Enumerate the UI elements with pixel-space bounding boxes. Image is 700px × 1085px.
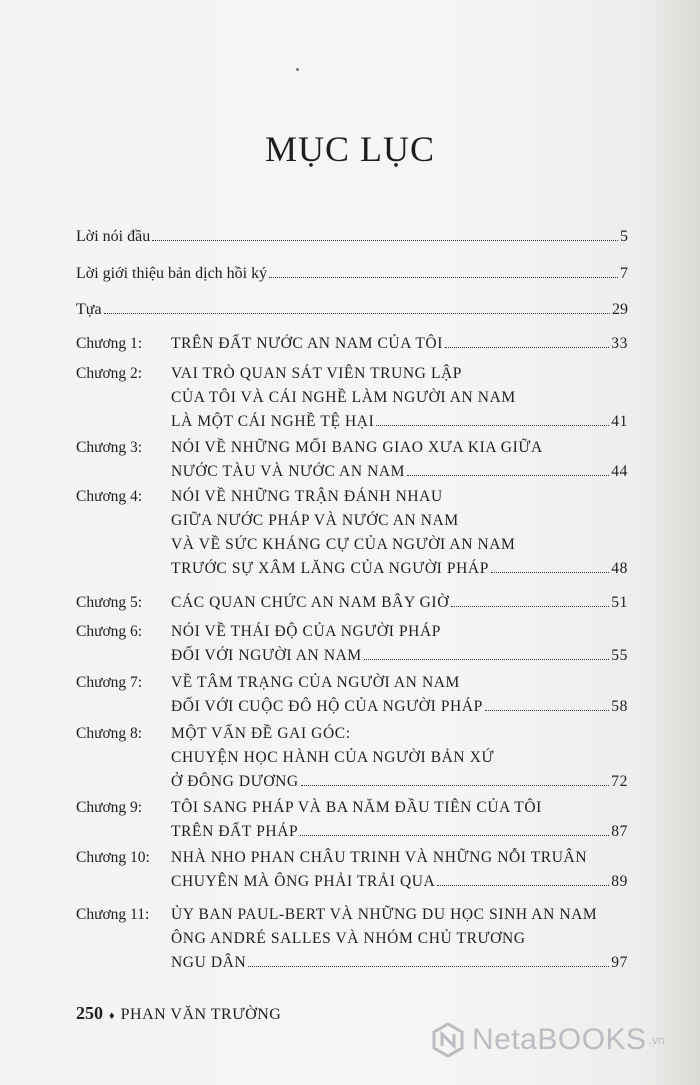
- dot-leader: [445, 347, 609, 348]
- dot-leader: [451, 606, 609, 607]
- toc-entry-title: GIỮA NƯỚC PHÁP VÀ NƯỚC AN NAM: [171, 512, 459, 529]
- watermark-tld: .vn: [648, 1033, 665, 1047]
- toc-page-number: 7: [620, 265, 628, 282]
- toc-entry-title: TRƯỚC SỰ XÂM LĂNG CỦA NGƯỜI PHÁP: [171, 560, 489, 577]
- page-title: MỤC LỤC: [264, 129, 436, 169]
- toc-entry: [76, 262, 628, 286]
- toc-page-number: 55: [611, 647, 628, 664]
- toc-entry-title: CHUYỆN HỌC HÀNH CỦA NGƯỜI BẢN XỨ: [171, 749, 495, 766]
- chapter-label: Chương 3:: [76, 439, 143, 456]
- chapter-label: Chương 4:: [76, 488, 143, 505]
- chapter-label: Chương 10:: [76, 849, 150, 866]
- chapter-title-block: [171, 846, 628, 894]
- toc-entry: [76, 225, 628, 249]
- toc-entry-title: NƯỚC TÀU VÀ NƯỚC AN NAM: [171, 463, 406, 480]
- watermark-brand: NetaBOOKS: [472, 1023, 647, 1056]
- chapter-label: Chương 8:: [76, 725, 143, 742]
- toc-chapter-entry: [76, 722, 628, 794]
- toc-entry-title: CÁC QUAN CHỨC AN NAM BÂY GIỜ: [171, 594, 449, 611]
- toc-chapter-entry: [76, 796, 628, 844]
- toc-entry-title: TRÊN ĐẤT PHÁP: [171, 823, 299, 840]
- chapter-label: Chương 2:: [76, 365, 143, 382]
- chapter-label: Chương 6:: [76, 623, 143, 640]
- toc-page-number: 44: [611, 463, 628, 480]
- toc-entry-title: VÀ VỀ SỨC KHÁNG CỰ CỦA NGƯỜI AN NAM: [171, 536, 516, 553]
- chapter-title-block: [171, 362, 628, 434]
- toc-page-number: 5: [620, 228, 628, 245]
- dot-leader: [407, 475, 609, 476]
- dot-leader: [301, 785, 610, 786]
- toc-chapter-entry: [76, 485, 628, 581]
- chapter-title-block: [171, 436, 628, 484]
- toc-page-number: 72: [611, 773, 628, 790]
- toc-page-number: 87: [611, 823, 628, 840]
- chapter-title-block: [171, 591, 628, 615]
- chapter-label: Chương 5:: [76, 594, 143, 611]
- chapter-title-block: [171, 796, 628, 844]
- toc-page-number: 33: [611, 335, 628, 352]
- page-footer: [76, 1003, 281, 1024]
- toc-entry-title: TÔI SANG PHÁP VÀ BA NĂM ĐẦU TIÊN CỦA TÔI: [171, 799, 542, 816]
- toc-chapter-entry: [76, 591, 628, 615]
- toc-entry-title: LÀ MỘT CÁI NGHỀ TỆ HẠI: [171, 413, 375, 430]
- toc-entry-title: ÔNG ANDRÉ SALLES VÀ NHÓM CHỦ TRƯƠNG: [171, 930, 526, 947]
- toc-chapter-entry: [76, 332, 628, 356]
- toc-page-number: 58: [611, 698, 628, 715]
- toc-entry-title: VAI TRÒ QUAN SÁT VIÊN TRUNG LẬP: [171, 365, 463, 382]
- dot-leader: [248, 966, 609, 967]
- chapter-title-block: [171, 485, 628, 581]
- dot-leader: [300, 835, 609, 836]
- chapter-title-block: [171, 332, 628, 356]
- chapter-title-block: [171, 671, 628, 719]
- toc-entry-title: ĐỐI VỚI NGƯỜI AN NAM: [171, 647, 362, 664]
- dot-leader: [376, 425, 609, 426]
- toc-chapter-entry: [76, 620, 628, 668]
- dot-leader: [491, 572, 609, 573]
- toc-entry-title: TRÊN ĐẤT NƯỚC AN NAM CỦA TÔI: [171, 335, 443, 352]
- chapter-title-block: [171, 903, 628, 975]
- chapter-title-block: [171, 620, 628, 668]
- toc-entry-title: NÓI VỀ NHỮNG MỐI BANG GIAO XƯA KIA GIỮA: [171, 439, 543, 456]
- toc-entry-title: VỀ TÂM TRẠNG CỦA NGƯỜI AN NAM: [171, 674, 460, 691]
- chapter-label: Chương 7:: [76, 674, 143, 691]
- toc-chapter-entry: [76, 362, 628, 434]
- page-number: 250: [76, 1003, 103, 1023]
- toc-page-number: 48: [611, 560, 628, 577]
- diamond-separator: ♦: [109, 1010, 115, 1022]
- toc-chapter-entry: [76, 436, 628, 484]
- netabooks-logo-icon: [430, 1022, 466, 1058]
- dot-leader: [269, 277, 618, 278]
- dot-leader: [364, 659, 610, 660]
- chapter-title-block: [171, 722, 628, 794]
- toc-entry-title: Tựa: [76, 301, 102, 318]
- toc-page-number: 41: [611, 413, 628, 430]
- toc-entry-title: Lời nói đầu: [76, 228, 151, 245]
- toc-entry-title: CỦA TÔI VÀ CÁI NGHỀ LÀM NGƯỜI AN NAM: [171, 389, 516, 406]
- dot-leader: [437, 885, 609, 886]
- toc-chapter-entry: [76, 903, 628, 975]
- toc-entry-title: ĐỐI VỚI CUỘC ĐÔ HỘ CỦA NGƯỜI PHÁP: [171, 698, 483, 715]
- chapter-label: Chương 1:: [76, 335, 143, 352]
- dot-leader: [104, 313, 610, 314]
- toc-page-number: 89: [611, 873, 628, 890]
- chapter-label: Chương 11:: [76, 906, 150, 923]
- dot-leader: [152, 240, 618, 241]
- toc-page-number: 29: [612, 301, 628, 318]
- toc-entry-title: Lời giới thiệu bản dịch hồi ký: [76, 265, 268, 282]
- toc-entry-title: MỘT VẤN ĐỀ GAI GÓC:: [171, 725, 351, 742]
- toc-entry-title: NHÀ NHO PHAN CHÂU TRINH VÀ NHỮNG NỖI TRUÂN: [171, 849, 588, 866]
- print-speck: [296, 68, 299, 71]
- toc-page-number: 97: [611, 954, 628, 971]
- footer-author: PHAN VĂN TRƯỜNG: [120, 1006, 282, 1023]
- toc-chapter-entry: [76, 846, 628, 894]
- publisher-watermark: [430, 1022, 665, 1058]
- toc-page-number: 51: [611, 594, 628, 611]
- chapter-label: Chương 9:: [76, 799, 143, 816]
- dot-leader: [485, 710, 609, 711]
- toc-entry-title: Ở ĐÔNG DƯƠNG: [171, 773, 299, 790]
- toc-entry-title: NÓI VỀ NHỮNG TRẬN ĐÁNH NHAU: [171, 488, 443, 505]
- toc-entry: [76, 298, 628, 322]
- toc-entry-title: NGU DÂN: [171, 954, 247, 971]
- toc-entry-title: CHUYÊN MÀ ÔNG PHẢI TRẢI QUA: [171, 873, 436, 890]
- toc-chapter-entry: [76, 671, 628, 719]
- toc-entry-title: ỦY BAN PAUL-BERT VÀ NHỮNG DU HỌC SINH AN NAM: [171, 906, 598, 923]
- toc-entry-title: NÓI VỀ THÁI ĐỘ CỦA NGƯỜI PHÁP: [171, 623, 441, 640]
